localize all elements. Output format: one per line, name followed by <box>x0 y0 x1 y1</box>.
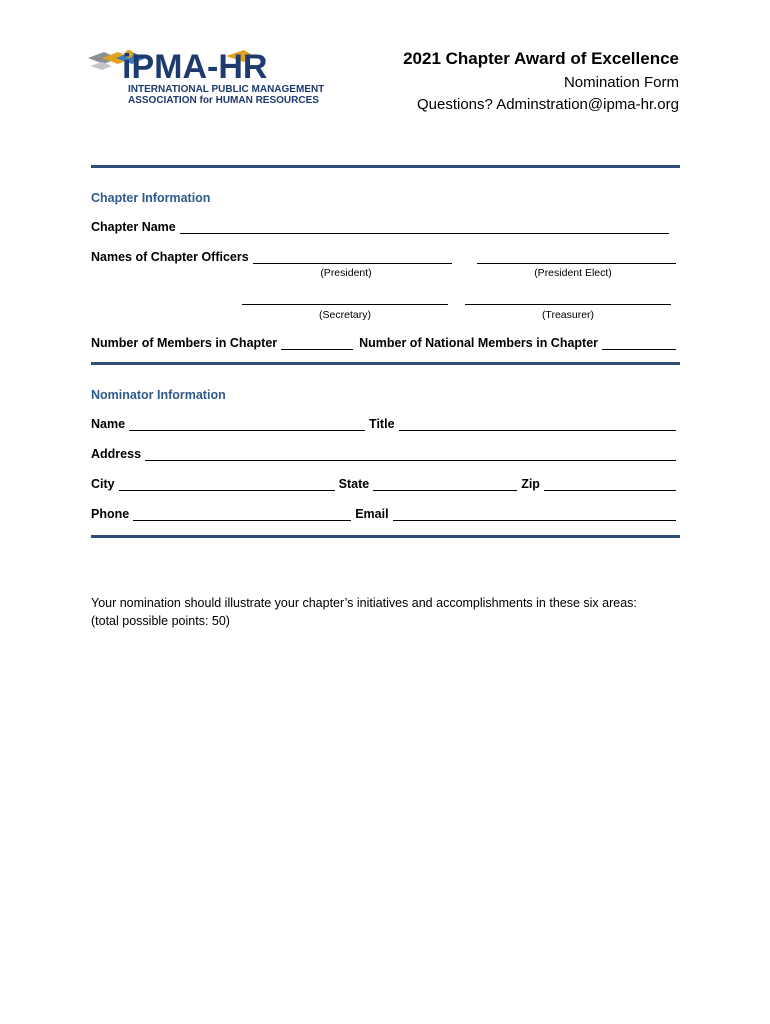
name-label: Name <box>91 417 126 431</box>
president-caption: (President) <box>320 267 372 279</box>
state-field[interactable] <box>373 478 517 491</box>
president-elect-caption: (President Elect) <box>534 267 612 279</box>
city-label: City <box>91 477 115 491</box>
questions-contact: Questions? Adminstration@ipma-hr.org <box>416 96 679 113</box>
members-field[interactable] <box>281 337 353 350</box>
form-subtitle: Nomination Form <box>563 74 679 91</box>
treasurer-caption: (Treasurer) <box>541 309 595 321</box>
city-state-zip-row <box>91 477 680 491</box>
instructions-line2: (total possible points: 50) <box>91 614 230 628</box>
ipma-hr-logo <box>88 44 336 106</box>
instructions-line1: Your nomination should illustrate your chapter’s initiatives and accomplishments in these six areas: <box>91 596 637 610</box>
name-title-row <box>91 417 680 431</box>
title-label: Title <box>369 417 395 431</box>
phone-email-row <box>91 507 680 521</box>
secretary-caption: (Secretary) <box>319 309 371 321</box>
zip-label: Zip <box>521 477 540 491</box>
state-label: State <box>338 477 370 491</box>
address-label: Address <box>91 447 142 461</box>
treasurer-field[interactable] <box>465 292 671 305</box>
chapter-name-row <box>91 220 673 234</box>
divider-bottom <box>91 535 680 538</box>
email-label: Email <box>355 507 389 521</box>
city-field[interactable] <box>119 478 335 491</box>
chapter-name-field[interactable] <box>180 221 669 234</box>
logo-wordmark: iPMA-HR <box>122 48 268 86</box>
logo-graphic <box>88 44 336 106</box>
address-field[interactable] <box>145 448 676 461</box>
address-row <box>91 447 680 461</box>
name-field[interactable] <box>129 418 365 431</box>
zip-field[interactable] <box>544 478 676 491</box>
members-row <box>91 336 680 350</box>
chapter-name-label: Chapter Name <box>91 220 176 234</box>
form-title: 2021 Chapter Award of Excellence <box>403 49 679 68</box>
members-label: Number of Members in Chapter <box>91 336 278 350</box>
national-members-field[interactable] <box>602 337 676 350</box>
officers-label: Names of Chapter Officers <box>91 250 249 264</box>
email-field[interactable] <box>393 508 676 521</box>
president-field[interactable] <box>253 251 452 264</box>
national-members-label: Number of National Members in Chapter <box>359 336 599 350</box>
logo-line1: INTERNATIONAL PUBLIC MANAGEMENT <box>128 84 325 95</box>
phone-field[interactable] <box>133 508 351 521</box>
phone-label: Phone <box>91 507 130 521</box>
officers-row <box>91 250 680 264</box>
chapter-info-heading: Chapter Information <box>91 191 211 205</box>
logo-line2: ASSOCIATION for HUMAN RESOURCES <box>128 95 319 106</box>
divider-middle <box>91 362 680 365</box>
nominator-info-heading: Nominator Information <box>91 388 226 402</box>
president-elect-field[interactable] <box>477 251 676 264</box>
divider-top <box>91 165 680 168</box>
secretary-field[interactable] <box>242 292 448 305</box>
instructions-paragraph <box>91 594 691 630</box>
title-field[interactable] <box>399 418 676 431</box>
